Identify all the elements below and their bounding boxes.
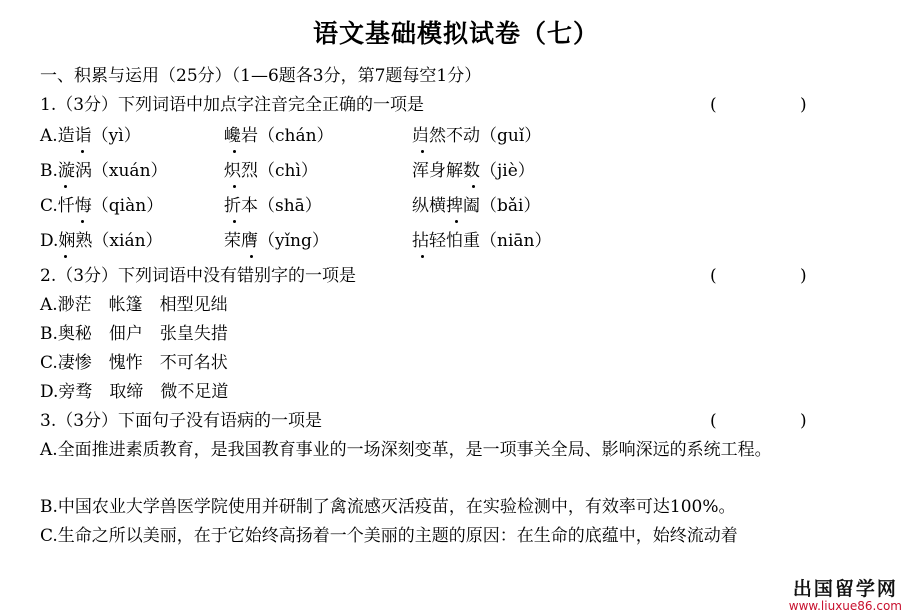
q3-stem: 3.（3分）下面句子没有语病的一项是 [40, 411, 323, 431]
option-cell: 荣膺（yǐng） [224, 231, 329, 251]
q3-option-a: A.全面推进素质教育，是我国教育事业的一场深刻变革，是一项事关全局、影响深远的系统工程。 [40, 440, 772, 460]
emphasis-dot [472, 185, 475, 188]
option-cell: 炽烈（chì） [224, 161, 318, 181]
section-heading: 一、积累与运用（25分）（1—6题各3分，第7题每空1分） [40, 66, 482, 86]
blank-close: ) [800, 266, 807, 286]
option-cell: 巉岩（chán） [224, 126, 334, 146]
emphasis-dot [64, 185, 67, 188]
site-logo [789, 574, 902, 613]
site-logo-url: www.liuxue86.com [788, 599, 902, 613]
site-logo-text: 出国留学网 [792, 578, 898, 600]
q2-stem: 2.（3分）下列词语中没有错别字的一项是 [40, 266, 357, 286]
emphasis-dot [64, 255, 67, 258]
blank-open: ( [710, 95, 717, 115]
option-cell: B.漩涡（xuán） [40, 161, 168, 181]
emphasis-dot [233, 220, 236, 223]
q2-option-d: D.旁骛 取缔 微不足道 [40, 382, 229, 402]
emphasis-dot [421, 255, 424, 258]
q3-option-c: C.生命之所以美丽，在于它始终高扬着一个美丽的主题的原因：在生命的底蕴中，始终流动着 [40, 526, 738, 546]
emphasis-dot [81, 150, 84, 153]
option-cell: 拈轻怕重（niān） [412, 231, 552, 251]
q2-option-c: C.凄惨 愧怍 不可名状 [40, 353, 228, 373]
q1-stem: 1.（3分）下列词语中加点字注音完全正确的一项是 [40, 95, 425, 115]
q2-option-b: B.奥秘 佃户 张皇失措 [40, 324, 228, 344]
blank-open: ( [710, 266, 717, 286]
blank-close: ) [800, 411, 807, 431]
page-title: 语文基础模拟试卷（七） [312, 19, 599, 48]
option-cell: A.造诣（yì） [40, 126, 141, 146]
emphasis-dot [250, 255, 253, 258]
emphasis-dot [233, 150, 236, 153]
option-cell: 折本（shā） [224, 196, 322, 216]
blank-open: ( [710, 411, 717, 431]
blank-close: ) [800, 95, 807, 115]
emphasis-dot [81, 220, 84, 223]
emphasis-dot [455, 220, 458, 223]
q2-option-a: A.渺茫 帐篷 相型见绌 [40, 295, 228, 315]
option-cell: D.娴熟（xián） [40, 231, 163, 251]
option-cell: 岿然不动（guǐ） [412, 126, 542, 146]
option-cell: 纵横捭阖（bǎi） [412, 196, 541, 216]
emphasis-dot [421, 150, 424, 153]
q3-option-b: B.中国农业大学兽医学院使用并研制了禽流感灭活疫苗，在实验检测中，有效率可达100%。 [40, 497, 736, 517]
option-cell: C.忏悔（qiàn） [40, 196, 164, 216]
emphasis-dot [233, 185, 236, 188]
option-cell: 浑身解数（jiè） [412, 161, 535, 181]
